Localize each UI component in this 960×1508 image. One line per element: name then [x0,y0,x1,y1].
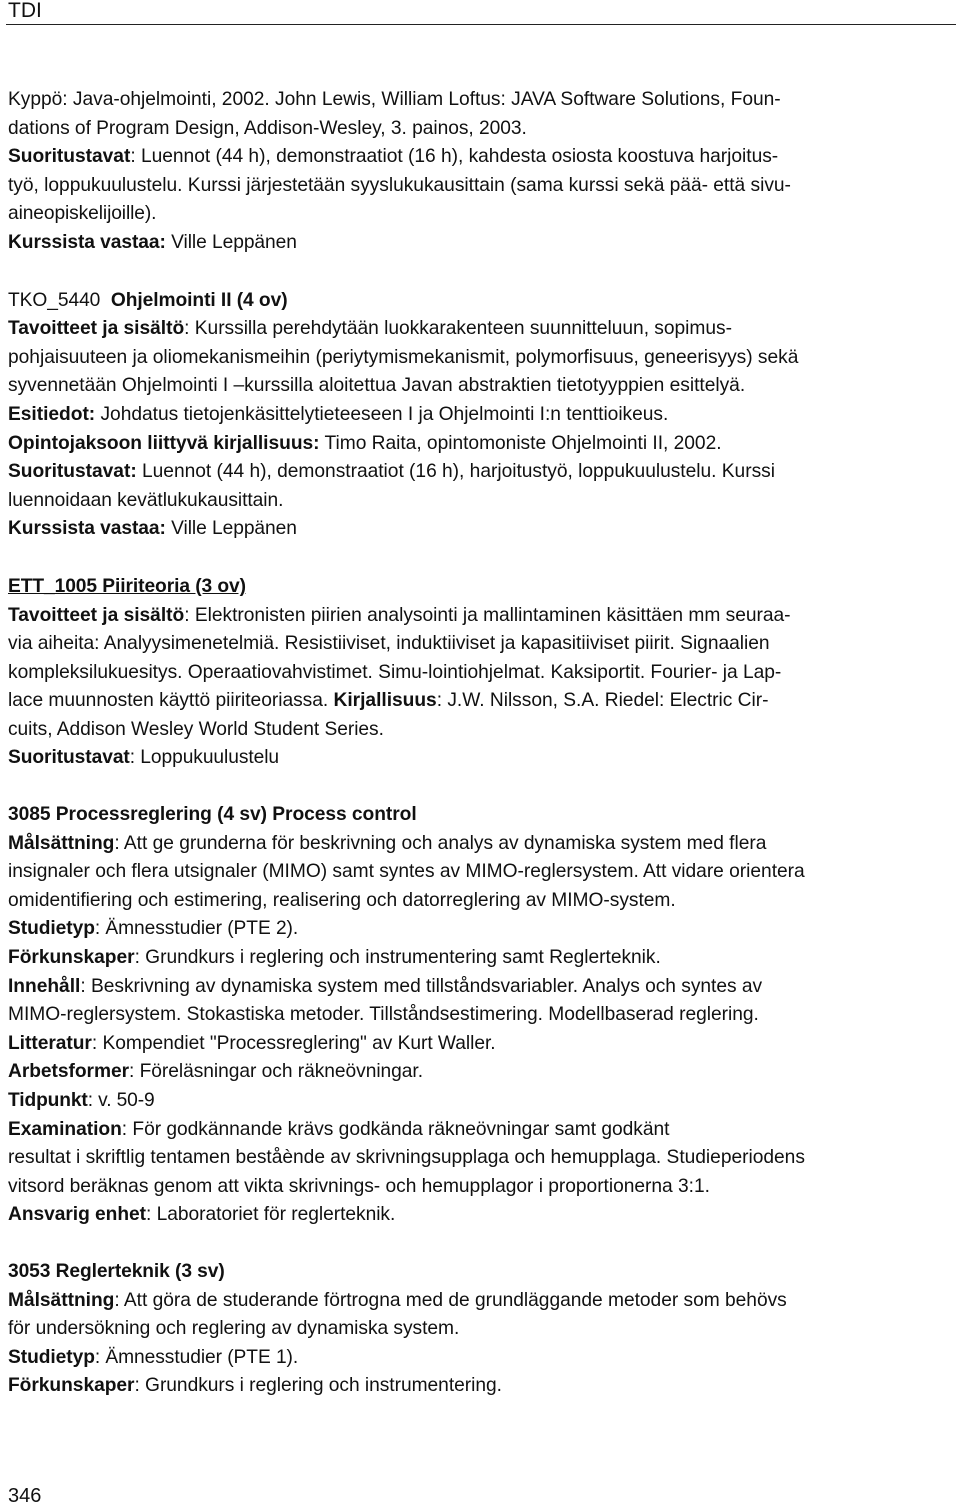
course-heading [8,573,958,602]
field-value: : Loppukuulustelu [129,747,280,769]
text-line [8,1344,958,1373]
java1-course-tail [8,86,958,258]
field-label: Arbetsformer [8,1061,130,1083]
field-value: Ville Leppänen [165,231,297,253]
field-label: Suoritustavat [8,747,130,769]
text-line [8,401,958,430]
course-title: ETT_1005 Piiriteoria (3 ov) [8,575,246,597]
field-label: Målsättning [8,1289,115,1311]
section-spacer [8,258,958,287]
text-line: syvennetään Ohjelmointi I –kurssilla aloitettua Javan abstraktien tietotyyppien esittelyä. [8,375,746,397]
text-line: resultat i skriftlig tentamen beståènde av skrivningsupplaga och hemupplaga. Studieperiodens [8,1147,805,1169]
text-line: cuits, Addison Wesley World Student Series. [8,718,384,740]
field-label: Tavoitteet ja sisältö [8,318,185,340]
field-label: Esitiedot: [8,403,96,425]
text-line [8,1030,958,1059]
field-value: : Att ge grunderna för beskrivning och analys av dynamiska system med flera [114,832,767,854]
field-label: Suoritustavat [8,146,131,168]
text-line: MIMO-reglersystem. Stokastiska metoder. Tillståndsestimering. Modellbaserad reglering. [8,1004,759,1026]
page-number: 346 [8,1485,42,1507]
field-label: Förkunskaper [8,1375,135,1397]
field-value: : Elektronisten piirien analysointi ja mallintaminen käsittäen mm seuraa- [184,604,791,626]
field-label: Målsättning [8,832,115,854]
field-value: Timo Raita, opintomoniste Ohjelmointi II, 2002. [319,432,722,454]
field-value: : J.W. Nilsson, S.A. Riedel: Electric Cir- [436,690,769,712]
text-line [8,1201,958,1230]
text-line [8,915,958,944]
field-label: Studietyp [8,918,95,940]
course-title: 3085 Processreglering (4 sv) Process control [8,804,417,826]
field-value: lace muunnosten käyttö piiriteoriassa. [8,690,334,712]
field-label: Tidpunkt [8,1090,88,1111]
section-spacer [8,1230,958,1258]
field-label: Tavoitteet ja sisältö [8,604,185,626]
text-line [8,830,958,859]
text-line: Kyppö: Java-ohjelmointi, 2002. John Lewis, William Loftus: JAVA Software Solutions, Foun- [8,89,781,110]
text-line: omidentifiering och estimering, realisering och datorreglering av MIMO-system. [8,889,676,911]
course-heading [8,801,958,830]
field-label: Ansvarig enhet [8,1204,147,1226]
field-value: : v. 50-9 [87,1090,155,1111]
field-label: Kurssista vastaa: [8,231,166,253]
field-label: Examination [8,1118,122,1140]
running-header: TDI [8,0,42,22]
text-line [8,430,958,459]
course-title: 3053 Reglerteknik (3 sv) [8,1260,225,1282]
field-label: Kirjallisuus [333,690,437,712]
text-line [8,687,958,716]
text-line: kompleksilukuesitys. Operaatiovahvistimet. Simu-lointiohjelmat. Kaksiportit. Fourier- ja Lap- [8,661,782,683]
text-line [8,143,958,172]
text-line [8,1287,958,1316]
text-line [8,1087,958,1116]
text-line: työ, loppukuulustelu. Kurssi järjestetään syyslukukausittain (sama kurssi sekä pää- että sivu- [8,174,791,196]
field-label: Kurssista vastaa: [8,518,166,540]
section-spacer [8,544,958,573]
field-value: : Kurssilla perehdytään luokkarakenteen suunnitteluun, sopimus- [184,318,732,340]
text-line [8,458,958,487]
field-value: : För godkännande krävs godkända räkneövningar samt godkänt [121,1118,670,1140]
text-line [8,1058,958,1087]
field-value: Luennot (44 h), demonstraatiot (16 h), harjoitustyö, loppukuulustelu. Kurssi [136,461,775,483]
text-line [8,229,958,258]
course-ett1005 [8,573,958,773]
field-value: : Grundkurs i reglering och instrumentering samt Reglerteknik. [134,947,661,969]
text-line: insignaler och flera utsignaler (MIMO) samt syntes av MIMO-reglersystem. Att vidare orientera [8,861,805,883]
field-label: Studietyp [8,1346,95,1368]
field-value: : Ämnesstudier (PTE 2). [94,918,299,940]
field-label: Innehåll [8,975,81,997]
field-value: Johdatus tietojenkäsittelytieteeseen I ja Ohjelmointi I:n tenttioikeus. [95,403,669,425]
field-value: : Laboratoriet för reglerteknik. [146,1204,396,1226]
field-value: : Att göra de studerande förtrogna med de grundläggande metoder som behövs [114,1289,787,1311]
text-line: via aiheita: Analyysimenetelmiä. Resistiiviset, induktiiviset ja kapasitiiviset piirit. Signaalien [8,633,770,655]
text-line [8,744,958,773]
text-line: luennoidaan kevätlukukausittain. [8,489,284,511]
text-line: för undersökning och reglering av dynamiska system. [8,1318,460,1340]
field-value: : Kompendiet "Processreglering" av Kurt Waller. [91,1032,496,1054]
course-3085 [8,801,958,1230]
field-label: Förkunskaper [8,947,135,969]
field-value: Ville Leppänen [165,518,297,540]
course-title: Ohjelmointi II (4 ov) [110,289,288,311]
text-line [8,973,958,1002]
text-line [8,944,958,973]
text-line: aineopiskelijoille). [8,203,157,225]
header-rule [6,24,956,25]
course-tko5440 [8,287,958,544]
text-line [8,1116,958,1145]
text-line: vitsord beräknas genom att vikta skrivnings- och hemupplagor i proportionerna 3:1. [8,1175,710,1197]
page-body [8,86,958,1401]
field-value: : Luennot (44 h), demonstraatiot (16 h), kahdesta osiosta koostuva harjoitus- [130,146,779,168]
course-code: TKO_5440 [8,289,101,311]
course-heading [8,1258,958,1287]
text-line [8,1372,958,1401]
field-value: : Beskrivning av dynamiska system med tillståndsvariabler. Analys och syntes av [80,975,763,997]
course-3053 [8,1258,958,1401]
text-line: dations of Program Design, Addison-Wesley, 3. painos, 2003. [8,117,527,139]
field-value: : Grundkurs i reglering och instrumentering. [134,1375,502,1397]
field-label: Opintojaksoon liittyvä kirjallisuus: [8,432,320,454]
text-line [8,315,958,344]
text-line [8,515,958,544]
text-line [8,602,958,631]
text-line: pohjaisuuteen ja oliomekanismeihin (periytymismekanismit, polymorfisuus, geneerisyys) sekä [8,346,799,368]
field-value: : Ämnesstudier (PTE 1). [94,1346,299,1368]
field-label: Litteratur [8,1032,92,1054]
field-label: Suoritustavat: [8,461,137,483]
field-value: : Föreläsningar och räkneövningar. [129,1061,424,1083]
course-heading [8,287,958,316]
section-spacer [8,773,958,801]
